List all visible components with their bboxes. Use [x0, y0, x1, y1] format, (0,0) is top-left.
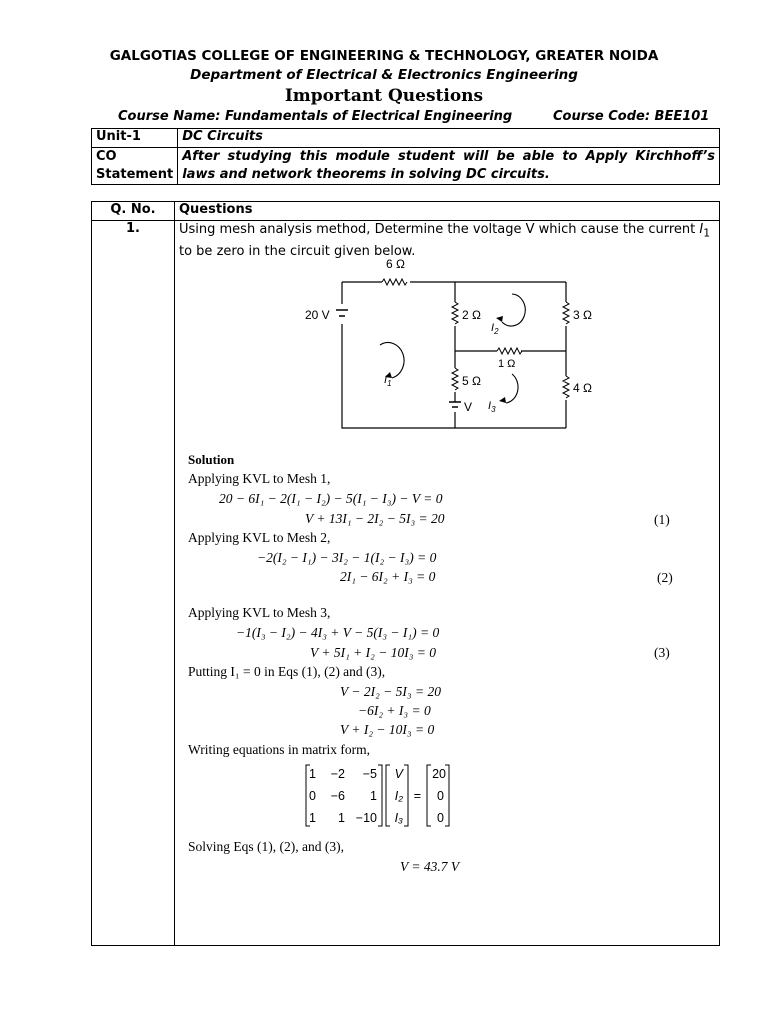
circuit-diagram [290, 250, 590, 440]
equation-2a: −2(I₂ − I₁) − 3I₂ − 1(I₂ − I₃) = 0 [257, 550, 437, 565]
label-r2: 2 Ω [462, 308, 481, 322]
matrix-equals: = [413, 789, 421, 803]
question-sub: 1 [703, 226, 711, 240]
matrix-a32: 1 [338, 811, 345, 825]
label-i1-sub: 1 [387, 379, 392, 388]
department-name: Department of Electrical & Electronics Engineering [190, 67, 578, 83]
matrix-a11: 1 [309, 767, 316, 781]
label-i2-main: I [491, 322, 495, 334]
matrix-a12: −2 [330, 767, 345, 781]
label-i3-main: I [488, 400, 492, 412]
questions-header: Questions [175, 202, 720, 221]
equation-3a: −1(I₃ − I₂) − 4I₃ + V − 5(I₃ − I₁) = 0 [236, 625, 440, 640]
label-i2-sub: 2 [494, 327, 499, 336]
question-text-pre: Using mesh analysis method, Determine the voltage V which cause the current [179, 222, 700, 237]
course-name: Course Name: Fundamentals of Electrical Engineering [118, 109, 513, 124]
matrix-v2: I₂ [394, 789, 403, 803]
matrix-a23: 1 [370, 789, 377, 803]
label-source: 20 V [305, 308, 330, 322]
solution-step1: Applying KVL to Mesh 1, [188, 471, 331, 486]
equation-2b: 2I₁ − 6I₂ + I₃ = 0 [340, 569, 436, 584]
course-code: Course Code: BEE101 [553, 109, 710, 124]
matrix-a21: 0 [309, 789, 316, 803]
question-var: I [699, 222, 704, 237]
equation-number-2: (2) [657, 570, 673, 585]
college-name: GALGOTIAS COLLEGE OF ENGINEERING & TECHNOLOGY, GREATER NOIDA [109, 48, 659, 64]
matrix-a22: −6 [330, 789, 345, 803]
unit-label: Unit-1 [92, 129, 178, 148]
equation-number-1: (1) [654, 512, 670, 527]
co-label [92, 148, 178, 185]
matrix-b3: 0 [437, 811, 444, 825]
matrix-b1: 20 [432, 767, 446, 781]
solution-step3: Applying KVL to Mesh 3, [188, 605, 331, 620]
equation-4c: V + I₂ − 10I₃ = 0 [340, 722, 435, 737]
matrix-equation [300, 762, 460, 830]
equation-4a: V − 2I₂ − 5I₃ = 20 [340, 684, 441, 699]
label-i1-main: I [384, 374, 388, 386]
equation-3b: V + 5I₁ + I₂ − 10I₃ = 0 [310, 645, 437, 660]
label-r1: 1 Ω [498, 358, 516, 370]
matrix-v3: I₃ [394, 811, 403, 825]
label-v: V [464, 400, 473, 414]
label-r5: 5 Ω [462, 374, 481, 388]
label-i2 [491, 322, 499, 336]
question-text-post: to be zero in the circuit given below. [179, 243, 416, 259]
equation-1a: 20 − 6I₁ − 2(I₁ − I₂) − 5(I₁ − I₃) − V = 0 [219, 491, 443, 506]
co-label-line2: Statement [96, 167, 174, 182]
solution-step5: Writing equations in matrix form, [188, 742, 371, 757]
label-r3: 3 Ω [573, 308, 592, 322]
solution-step6: Solving Eqs (1), (2), and (3), [188, 839, 344, 854]
label-r4: 4 Ω [573, 381, 592, 395]
solution-step4: Putting I₁ = 0 in Eqs (1), (2) and (3), [188, 664, 386, 679]
equation-number-3: (3) [654, 645, 670, 660]
label-r-top: 6 Ω [386, 257, 405, 271]
matrix-a13: −5 [362, 767, 377, 781]
label-i3-sub: 3 [491, 405, 496, 414]
qno-header: Q. No. [92, 202, 175, 221]
equation-4b: −6I₂ + I₃ = 0 [358, 703, 431, 718]
matrix-b2: 0 [437, 789, 444, 803]
label-i3 [488, 400, 496, 414]
matrix-a33: −10 [355, 811, 377, 825]
co-statement: After studying this module student will be able to Apply Kirchhoff’s laws and network theorems in solving DC circuits. [178, 148, 720, 185]
matrix-v1: V [394, 767, 403, 781]
question-number: 1. [92, 221, 175, 946]
unit-value: DC Circuits [178, 129, 720, 148]
page-title: Important Questions [284, 86, 484, 106]
matrix-a31: 1 [309, 811, 316, 825]
unit-info-table [91, 128, 720, 185]
co-label-line1: CO [96, 149, 117, 164]
equation-1b: V + 13I₁ − 2I₂ − 5I₃ = 20 [305, 511, 445, 526]
final-answer: V = 43.7 V [400, 859, 460, 874]
solution-heading: Solution [188, 452, 235, 467]
solution-step2: Applying KVL to Mesh 2, [188, 530, 331, 545]
